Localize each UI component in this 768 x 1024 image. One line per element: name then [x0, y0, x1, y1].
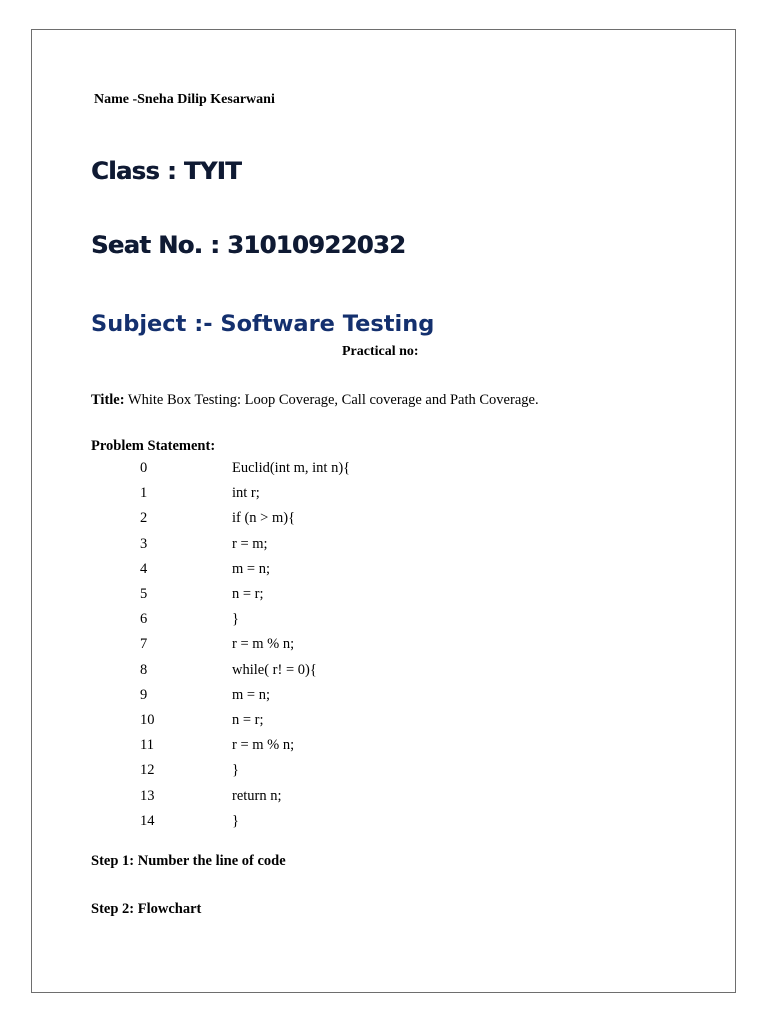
- code-line-number: 2: [140, 510, 148, 527]
- code-line-text: return n;: [232, 787, 282, 804]
- code-line-number: 5: [140, 586, 148, 602]
- code-line-text: r = m % n;: [232, 636, 295, 653]
- code-line-number: 3: [140, 535, 148, 552]
- class-heading: Class : TYIT: [91, 157, 241, 185]
- code-line-number: 4: [140, 560, 148, 577]
- code-line-text: n = r;: [232, 712, 264, 728]
- code-line-number: 9: [140, 686, 148, 703]
- subject-heading: Subject :- Software Testing: [91, 311, 435, 337]
- problem-statement-label: Problem Statement:: [91, 438, 216, 454]
- code-line-number: 13: [140, 787, 155, 804]
- code-line-number: 0: [140, 460, 148, 476]
- code-line-number: 7: [140, 636, 148, 653]
- code-line-text: m = n;: [232, 560, 270, 577]
- code-line-text: n = r;: [232, 586, 264, 602]
- code-line-text: r = m;: [232, 535, 268, 552]
- code-line-number: 8: [140, 661, 148, 678]
- title-text: White Box Testing: Loop Coverage, Call coverage and Path Coverage.: [124, 392, 539, 408]
- code-line-text: m = n;: [232, 686, 270, 703]
- code-line-number: 11: [140, 737, 154, 754]
- code-line-text: }: [232, 611, 239, 628]
- student-name: Name -Sneha Dilip Kesarwani: [94, 92, 275, 107]
- step-1-heading: Step 1: Number the line of code: [91, 853, 286, 869]
- seat-number-heading: Seat No. : 31010922032: [91, 231, 406, 259]
- code-line-number: 6: [140, 611, 148, 628]
- code-line-number: 1: [140, 485, 148, 502]
- code-line-number: 10: [140, 712, 155, 728]
- code-line-text: }: [232, 762, 239, 779]
- code-line-text: int r;: [232, 485, 260, 502]
- step-2-heading: Step 2: Flowchart: [91, 901, 202, 917]
- code-line-text: while( r! = 0){: [232, 661, 317, 678]
- code-line-text: }: [232, 812, 239, 829]
- practical-title: [91, 392, 539, 409]
- title-label: Title:: [91, 392, 125, 408]
- code-line-text: Euclid(int m, int n){: [232, 460, 351, 476]
- code-line-text: if (n > m){: [232, 510, 296, 527]
- practical-number: Practical no:: [342, 344, 419, 359]
- code-line-text: r = m % n;: [232, 737, 295, 754]
- code-line-number: 12: [140, 762, 155, 779]
- code-line-number: 14: [140, 812, 155, 829]
